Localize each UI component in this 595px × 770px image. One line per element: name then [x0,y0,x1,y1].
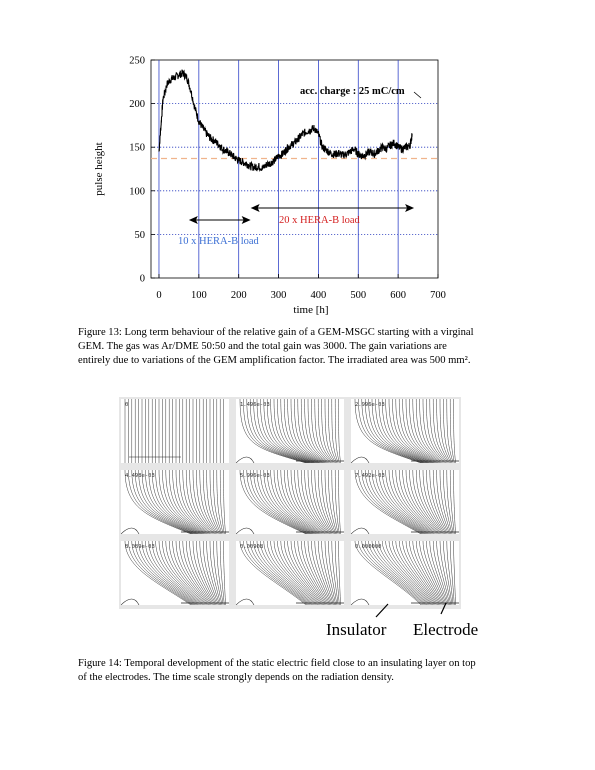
y-tick-label: 50 [134,229,145,241]
x-tick-label: 300 [270,290,287,301]
x-tick-label: 200 [230,290,247,301]
y-tick-label: 200 [129,99,145,111]
figure-14-caption: Figure 14: Temporal development of the static electric field close to an insulating layer on top of the electrodes. The time scale strongly depends on the radiation density. [78,658,476,683]
x-axis-label: time [h] [293,304,329,316]
y-tick-label: 150 [129,142,145,154]
y-tick-label: 250 [129,55,145,67]
x-tick-label: 100 [190,290,207,301]
y-tick-label: 100 [129,186,145,198]
x-tick-label: 500 [350,290,367,301]
panel-time-label: 2.996e-03 [355,402,385,408]
panel-time-label: 8.089e-03 [125,544,155,550]
x-tick-label: 600 [390,290,407,301]
y-tick-label: 0 [139,273,145,285]
electrode-label: Electrode [413,620,479,639]
annotation-10x-load: 10 x HERA-B load [178,236,259,247]
panel-time-label: 0.0090B [240,544,264,550]
x-tick-label: 0 [156,290,162,301]
panel-time-label: 5.996e-03 [240,473,270,479]
panel-time-label: 1.496e-03 [240,402,270,408]
x-tick-label: 400 [310,290,327,301]
y-axis-label: pulse height [93,142,105,196]
x-tick-label: 700 [430,290,446,301]
figure-13-caption: Figure 13: Long term behaviour of the relative gain of a GEM-MSGC starting with a virginal GEM. The gas was Ar/DME 50:50 and the total gain was 3000. The gain variations are entirely due to variations of the GEM amplification factor. The irradiated area was 500 mm². [78,327,474,366]
panel-time-label: 7.492e-03 [355,473,385,479]
annotation-accumulated-charge: acc. charge : 25 mC/cm [300,86,405,97]
annotation-20x-load: 20 x HERA-B load [279,215,360,226]
panel-time-label: 0 [125,402,129,408]
insulator-label: Insulator [326,620,387,639]
panel-time-label: 0.000000 [355,544,382,550]
panel-time-label: 4.498e-03 [125,473,155,479]
